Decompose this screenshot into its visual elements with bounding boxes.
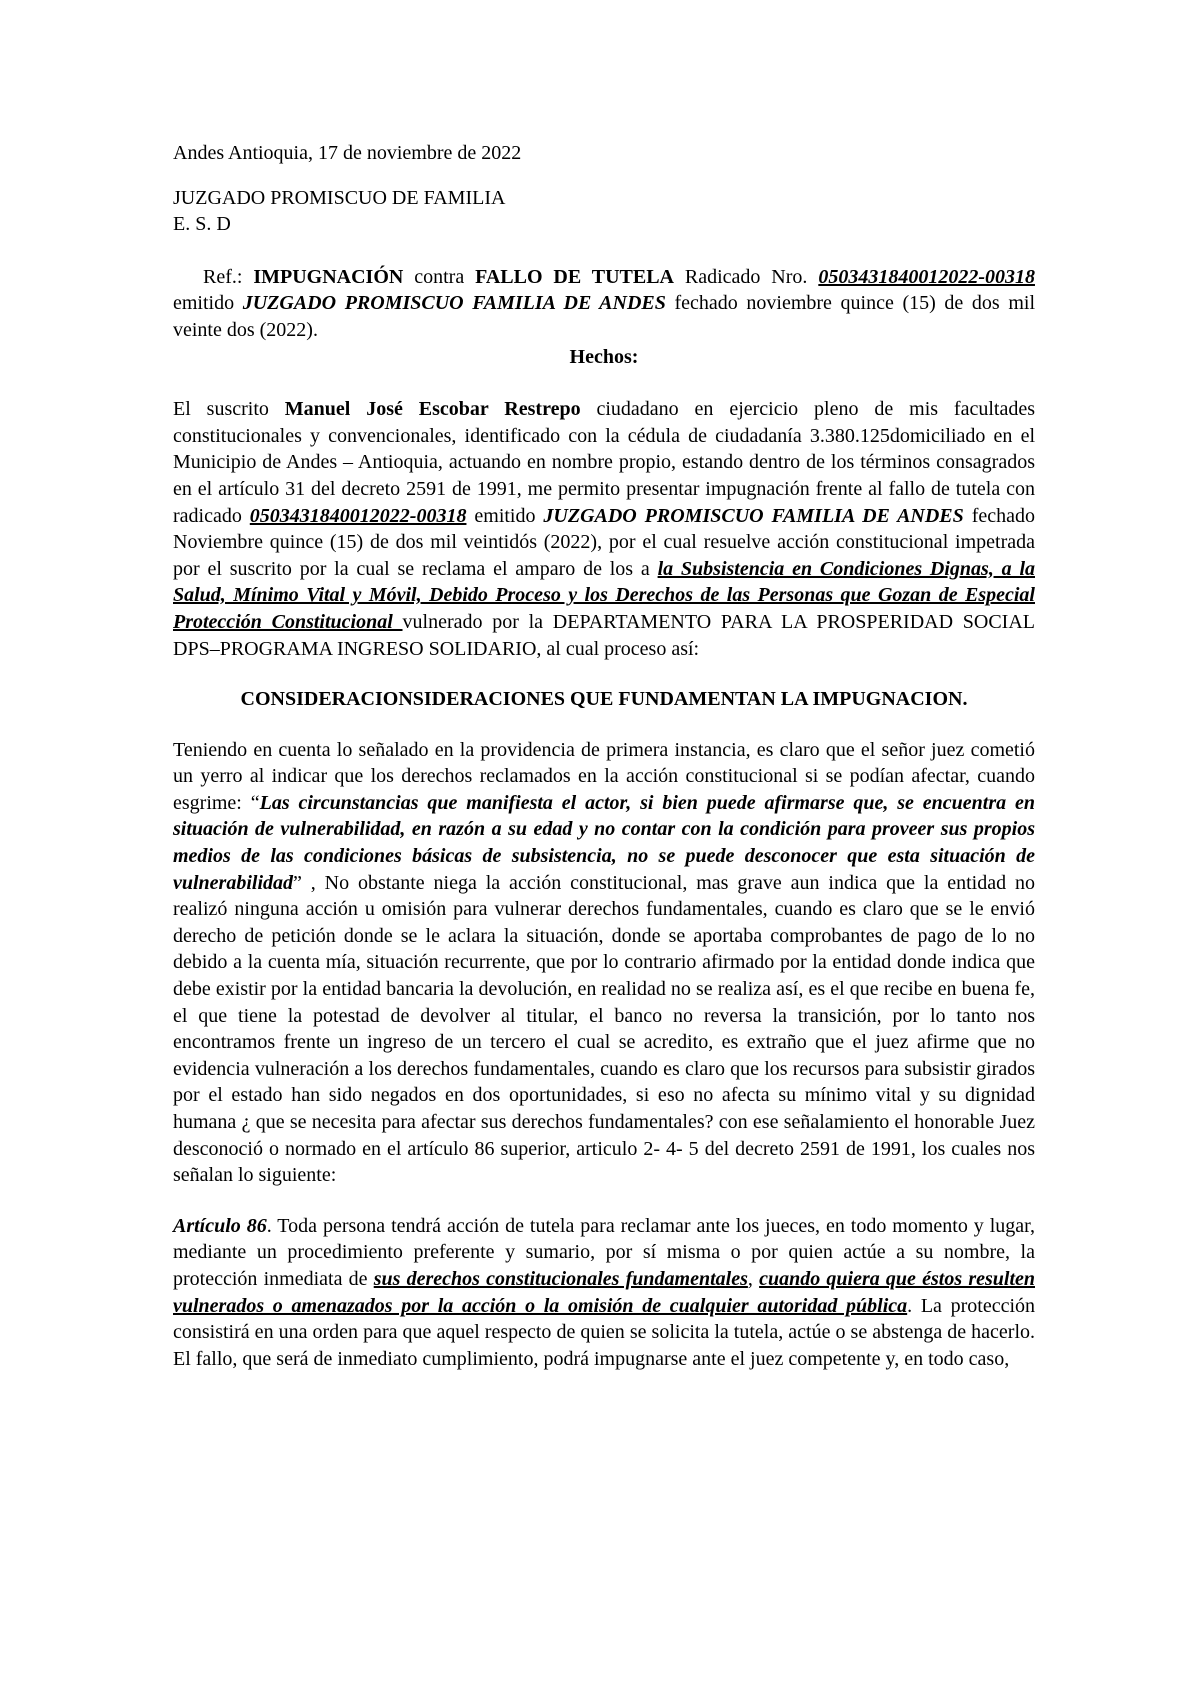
place-date: Andes Antioquia, 17 de noviembre de 2022 xyxy=(173,142,522,164)
hechos-text-5: vulnerado por la DEPARTAMENTO PARA LA PROSPERIDAD SOCIAL DPS–PROGRAMA INGRESO SOLIDARIO, al cual proceso así: xyxy=(173,610,1035,660)
esd-line: E. S. D xyxy=(173,213,231,236)
hechos-derechos: la Subsistencia en Condiciones Dignas, a la Salud, Mínimo Vital y Móvil, Debido Proceso y los Derechos de las Personas que Gozan de Especial Protección Constitucional xyxy=(173,557,1035,633)
ref-radicado-label: Radicado Nro. xyxy=(673,265,819,288)
hechos-juzgado: JUZGADO PROMISCUO FAMILIA DE ANDES xyxy=(543,504,964,527)
hechos-text-3: emitido xyxy=(466,504,544,527)
ref-contra: contra xyxy=(403,265,476,288)
court-name: JUZGADO PROMISCUO DE FAMILIA xyxy=(173,186,506,209)
articulo-text-2: . La protección consistirá en una orden para que aquel respecto de quien se solicita la tutela, actúe o se abstenga de hacerlo. El fallo, que será de inmediato cumplimiento, podrá impugnarse ante el juez competente y, en todo caso, xyxy=(173,1294,1036,1370)
articulo-text-1: . Toda persona tendrá acción de tutela para reclamar ante los jueces, en todo momento y lugar, mediante un procedimiento preferente y sumario, por sí misma o por quien actúe a su nombre, la protección inmediata de xyxy=(173,1214,1035,1290)
ref-fechado: fechado noviembre quince (15) de dos mil veinte dos (2022). xyxy=(173,292,1036,341)
articulo-label: Artículo 86 xyxy=(173,1214,267,1237)
articulo-separator: , xyxy=(747,1267,760,1290)
ref-radicado: 0503431840012022-00318 xyxy=(818,265,1035,288)
ref-emitido: emitido xyxy=(173,292,243,315)
consideraciones-paragraph xyxy=(173,737,1035,1189)
consideraciones-text-2: ” , No obstante niega la acción constitucional, mas grave aun indica que la entidad no realizó ninguna acción u omisión para vulnerar derechos fundamentales, cuando es claro que se le envió derecho de petición donde se le aclara la situación, donde se aportaba comprobantes de pago de lo no debido a la cuenta mía, situación recurrente, que por lo contrario afirmado por la entidad donde indica que debe existir por la entidad bancaria la devolución, en realidad no se realiza así, es el que recibe en buena fe, el que tiene la potestad de devolver al titular, el banco no reversa la transición, por lo tanto nos encontramos frente un ingreso de un tercero el cual se acredito, es extraño que el juez afirme que no evidencia vulneración a los derechos fundamentales, cuando es claro que los recursos para subsistir girados por el estado han sido negados en dos oportunidades, si eso no afecta su mínimo vital y su dignidad humana ¿ que se necesita para afectar sus derechos fundamentales? con ese señalamiento el honorable Juez desconoció o normado en el artículo 86 superior, articulo 2- 4- 5 del decreto 2591 de 1991, los cuales nos señalan lo siguiente: xyxy=(173,871,1035,1187)
hechos-paragraph xyxy=(173,396,1035,662)
ref-juzgado: JUZGADO PROMISCUO FAMILIA DE ANDES xyxy=(242,292,666,315)
hechos-name: Manuel José Escobar Restrepo xyxy=(284,398,581,421)
hechos-radicado: 0503431840012022-00318 xyxy=(249,504,467,527)
articulo-underlined-1: sus derechos constitucionales fundamentales xyxy=(373,1267,748,1290)
hechos-text-2: ciudadano en ejercicio pleno de mis facultades constitucionales y convencionales, identificado con la cédula de ciudadanía 3.380.125domiciliado en el Municipio de Andes – Antioquia, actuando en nombre propio, estando dentro de los términos consagrados en el artículo 31 del decreto 2591 de 1991, me permito presentar impugnación frente al fallo de tutela con radicado xyxy=(173,398,1035,527)
hechos-text-4: fechado Noviembre quince (15) de dos mil veintidós (2022), por el cual resuelve acción constitucional impetrada por el suscrito por la cual se reclama el amparo de los a xyxy=(173,504,1035,580)
consideraciones-quote: Las circunstancias que manifiesta el actor, si bien puede afirmarse que, se encuentra en situación de vulnerabilidad, en razón a su edad y no contar con la condición para proveer sus propios medios de las condiciones básicas de subsistencia, no se puede desconocer que esta situación de vulnerabilidad xyxy=(173,791,1035,894)
articulo-paragraph xyxy=(173,1213,1035,1373)
consideraciones-text-1: Teniendo en cuenta lo señalado en la providencia de primera instancia, es claro que el señor juez cometió un yerro al indicar que los derechos reclamados en la acción constitucional si se podían afectar, cuando esgrime: “ xyxy=(173,738,1035,814)
hechos-text-1: El suscrito xyxy=(173,398,285,421)
hechos-heading: Hechos: xyxy=(569,345,639,368)
articulo-underlined-2: cuando quiera que éstos resulten vulnerados o amenazados por la acción o la omisión de cualquier autoridad pública xyxy=(173,1267,1035,1317)
ref-prefix: Ref.: xyxy=(203,265,254,288)
document-body xyxy=(173,140,1035,1372)
consideraciones-heading: CONSIDERACIONSIDERACIONES QUE FUNDAMENTAN LA IMPUGNACION. xyxy=(240,688,968,711)
reference-paragraph xyxy=(173,264,1035,344)
ref-fallo: FALLO DE TUTELA xyxy=(475,265,674,288)
ref-impugnacion: IMPUGNACIÓN xyxy=(253,265,404,288)
